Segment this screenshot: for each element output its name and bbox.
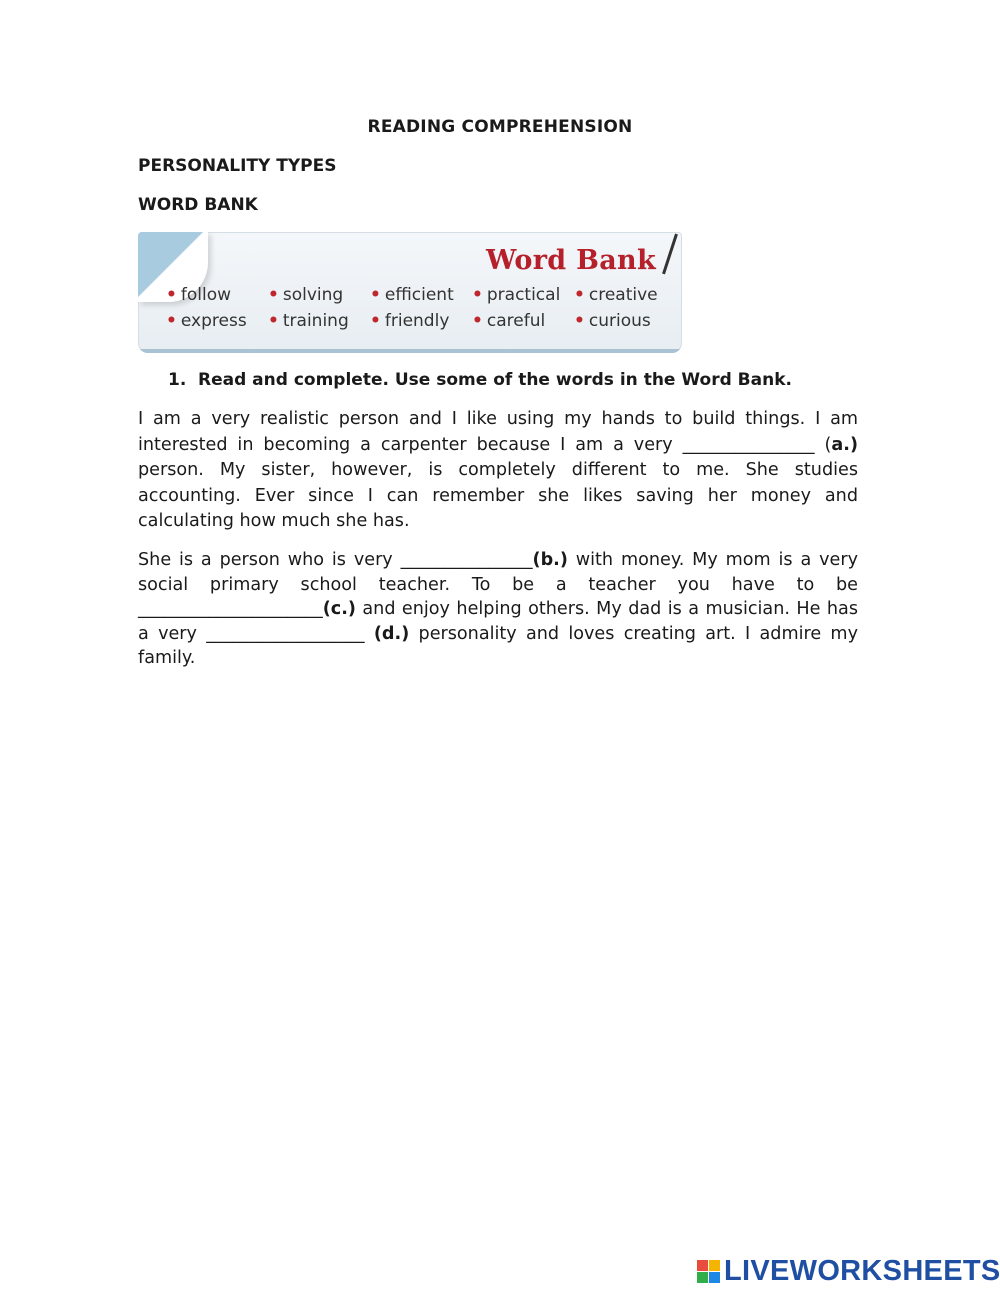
word-bank-image [138,232,682,353]
word-bank-item: • express [166,311,247,331]
word-bank-item: • creative [574,285,658,305]
logo-squares-icon [697,1260,720,1283]
word-bank-item: • friendly [370,311,450,331]
page-title: READING COMPREHENSION [367,117,633,137]
bullet-icon: • [370,285,381,305]
bullet-icon: • [268,285,279,305]
instruction-text: Read and complete. Use some of the words in the Word Bank. [198,370,792,390]
instruction-number: 1. [168,370,187,390]
word-bank-list [166,285,676,331]
word-bank-item: • careful [472,311,546,331]
liveworksheets-logo [697,1256,1000,1286]
word-bank-title: Word Bank [486,245,656,276]
word-bank-item: • efficient [370,285,454,305]
word-bank-heading: WORD BANK [138,195,258,215]
blank-label-a: a.) [831,434,858,455]
bullet-icon: • [574,285,585,305]
pen-icon [662,234,678,275]
bullet-icon: • [472,311,483,331]
word-bank-item: • training [268,311,349,331]
logo-square [697,1272,708,1283]
instruction [168,370,792,390]
section-heading: PERSONALITY TYPES [138,156,337,176]
blank-label-d: (d.) [373,623,410,644]
word-bank-item: • curious [574,311,651,331]
bullet-icon: • [166,285,177,305]
logo-square [709,1260,720,1271]
reading-paragraph-2: She is a person who is very _______________(b.) with money. My mom is a very social primary school teacher. To be a teacher you have to be _____________________(c.) and enjoy helping others. My dad is a musician. He has a very __________________ (d.) personality and loves creating art. I admire my family. [138,550,858,668]
reading-paragraph-1: I am a very realistic person and I like using my hands to build things. I am interested in becoming a carpenter because I am a very _______________ (a.) person. My sister, however, is completely different to me. She studies accounting. Ever since I can remember she likes saving her money and calculating how much she has. [138,409,858,531]
word-bank-item: • solving [268,285,344,305]
bullet-icon: • [268,311,279,331]
logo-square [697,1260,708,1271]
blank-label-c: (c.) [322,599,356,619]
blank-label-b: (b.) [532,550,568,570]
logo-text: LIVEWORKSHEETS [724,1254,1000,1287]
word-bank-item: • follow [166,285,232,305]
bullet-icon: • [574,311,585,331]
bullet-icon: • [472,285,483,305]
logo-square [709,1272,720,1283]
word-bank-item: • practical [472,285,561,305]
bullet-icon: • [166,311,177,331]
bullet-icon: • [370,311,381,331]
